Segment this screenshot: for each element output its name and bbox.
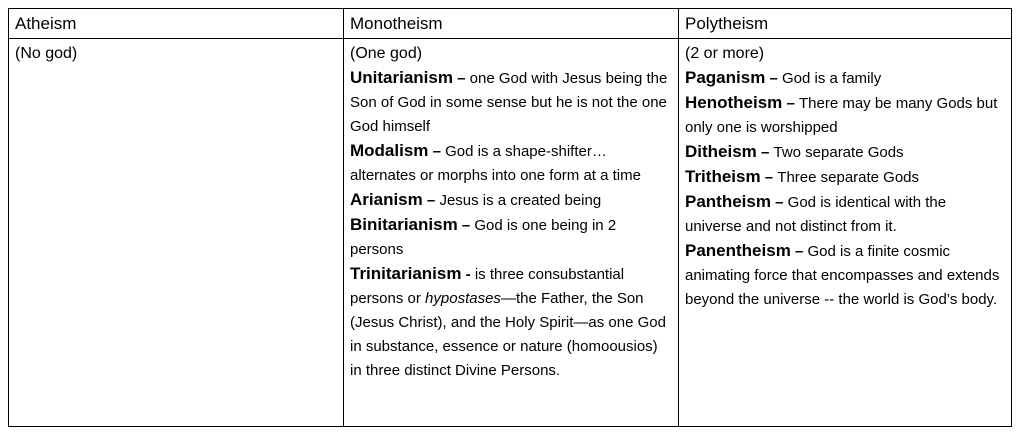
header-monotheism: Monotheism xyxy=(350,14,443,33)
description: God is a shape-shifter… alternates or morphs into one form at a time xyxy=(350,143,641,184)
term: Pantheism xyxy=(685,192,771,211)
separator: – xyxy=(452,70,470,87)
description-italic-term: hypostases xyxy=(425,290,501,307)
entry-tritheism xyxy=(685,165,1004,190)
entry-henotheism xyxy=(685,91,1004,140)
description: Jesus is a created being xyxy=(439,192,602,209)
column-atheism xyxy=(9,9,344,426)
description: God is one being in 2 persons xyxy=(350,217,617,258)
header-row xyxy=(9,9,1011,39)
separator: – xyxy=(770,194,788,211)
term: Panentheism xyxy=(685,241,791,260)
atheism-cell xyxy=(9,39,344,66)
header-atheism: Atheism xyxy=(15,14,77,33)
header-polytheism: Polytheism xyxy=(685,14,769,33)
polytheism-intro: (2 or more) xyxy=(685,45,765,62)
polytheism-cell xyxy=(679,39,1011,312)
monotheism-intro: (One god) xyxy=(350,45,423,62)
separator: – xyxy=(782,95,799,112)
term: Binitarianism xyxy=(350,215,458,234)
separator: – xyxy=(760,169,778,186)
entry-unitarianism xyxy=(350,66,672,139)
description-part-1: is three consubstantial persons or xyxy=(350,266,625,307)
term: Paganism xyxy=(685,68,766,87)
entry-modalism xyxy=(350,139,672,188)
separator: – xyxy=(428,143,446,160)
entry-trinitarianism xyxy=(350,262,672,383)
description: Two separate Gods xyxy=(773,144,904,161)
entry-arianism xyxy=(350,188,672,213)
separator: – xyxy=(790,243,808,260)
separator: – xyxy=(765,70,782,87)
separator: – xyxy=(756,144,774,161)
separator: – xyxy=(422,192,440,209)
description: God is a family xyxy=(782,70,882,87)
monotheism-cell xyxy=(344,39,679,383)
entry-pantheism xyxy=(685,190,1004,239)
entry-ditheism xyxy=(685,140,1004,165)
description-part-2: —the Father, the Son (Jesus Christ), and the Holy Spirit—as one God in substance, essence or nature (homoousios) in three distinct Divine Persons. xyxy=(350,290,666,379)
description: There may be many Gods but only one is worshipped xyxy=(685,95,998,136)
description: God is identical with the universe and not distinct from it. xyxy=(685,194,947,235)
description: God is a finite cosmic animating force that encompasses and extends beyond the universe -- the world is God’s body. xyxy=(685,243,1000,308)
description: Three separate Gods xyxy=(777,169,920,186)
term: Henotheism xyxy=(685,93,783,112)
separator: - xyxy=(461,266,475,283)
term: Arianism xyxy=(350,190,423,209)
entry-binitarianism xyxy=(350,213,672,262)
term: Unitarianism xyxy=(350,68,453,87)
term: Tritheism xyxy=(685,167,761,186)
description: one God with Jesus being the Son of God in some sense but he is not the one God himself xyxy=(350,70,668,135)
entry-panentheism xyxy=(685,239,1004,312)
term: Trinitarianism xyxy=(350,264,462,283)
theism-comparison-table xyxy=(8,8,1012,427)
separator: – xyxy=(457,217,475,234)
atheism-intro: (No god) xyxy=(15,45,78,62)
entry-paganism xyxy=(685,66,1004,91)
term: Ditheism xyxy=(685,142,757,161)
term: Modalism xyxy=(350,141,429,160)
